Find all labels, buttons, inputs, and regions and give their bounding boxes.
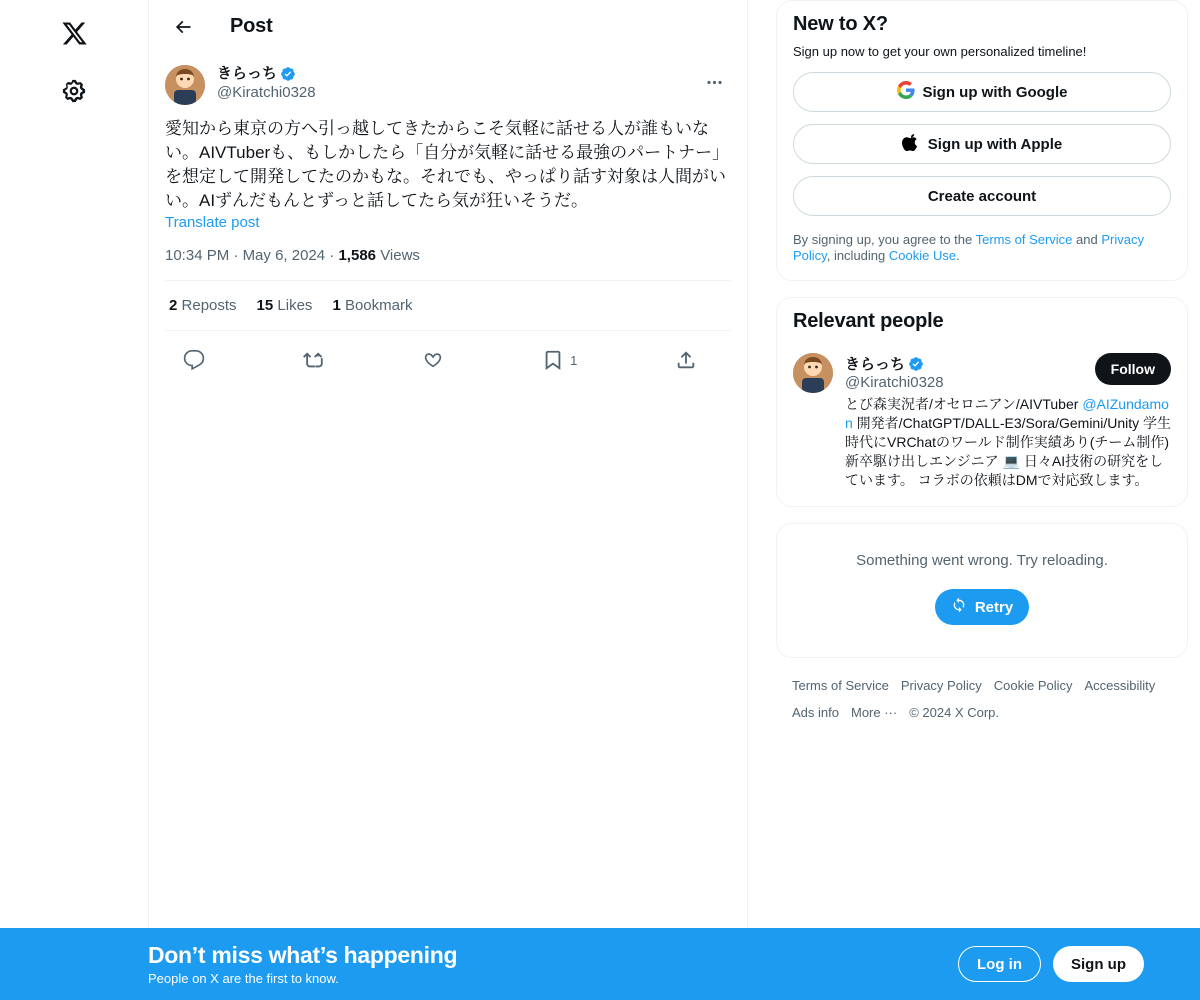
- avatar[interactable]: [165, 65, 205, 105]
- signup-banner: [0, 928, 1200, 1000]
- legal-and: and: [1072, 232, 1102, 247]
- bio-part-2: 開発者/ChatGPT/DALL-E3/Sora/Gemini/Unity 学生時代にVRChatのワールド制作実績あり(チーム制作) 新卒駆け出しエンジニア 💻 日々AI技術の研究をしています。 コラボの依頼はDMで対応致します。: [845, 415, 1171, 488]
- right-sidebar: [748, 0, 1200, 1000]
- post-name-row[interactable]: [217, 65, 697, 84]
- signup-button[interactable]: Sign up: [1053, 946, 1144, 982]
- footer-link-ads-info[interactable]: Ads info: [792, 705, 839, 720]
- post-views-label: Views: [380, 247, 420, 264]
- verified-badge-icon: [908, 356, 924, 372]
- login-button[interactable]: Log in: [958, 946, 1041, 982]
- post-time: 10:34 PM: [165, 247, 230, 264]
- stat-bookmarks-label: Bookmark: [344, 297, 413, 314]
- signup-buttons: [777, 72, 1187, 216]
- footer-links: [776, 674, 1188, 736]
- create-account-button[interactable]: [793, 176, 1171, 216]
- reply-icon[interactable]: [177, 343, 211, 377]
- meta-sep-2: ·: [329, 247, 339, 264]
- relevant-people-title: Relevant people: [793, 310, 944, 332]
- relevant-person-display-name: きらっち: [845, 356, 906, 373]
- post-stats: [165, 281, 731, 330]
- relevant-person-bio: [845, 395, 1171, 490]
- stat-likes-label: Likes: [277, 297, 313, 314]
- banner-title: Don’t miss what’s happening: [148, 942, 458, 968]
- like-icon[interactable]: [416, 343, 450, 377]
- bio-part-1: とび森実況者/オセロニアン/AIVTuber: [845, 396, 1083, 412]
- relevant-person-main: [845, 353, 1171, 490]
- settings-gear-icon[interactable]: [49, 66, 99, 116]
- privacy-policy-link[interactable]: Privacy Policy: [793, 232, 1144, 263]
- error-message: Something went wrong. Try reloading.: [856, 552, 1108, 569]
- relevant-people-card: [776, 297, 1188, 507]
- relevant-person-name-row: [845, 353, 944, 374]
- bookmark-count: 1: [570, 352, 578, 368]
- post-header: [149, 0, 747, 53]
- post-views-count: 1,586: [338, 247, 377, 264]
- verified-badge-icon: [280, 66, 296, 82]
- post-date: May 6, 2024: [242, 247, 326, 264]
- left-sidebar: [0, 0, 148, 1000]
- footer-link-cookie[interactable]: Cookie Policy: [993, 678, 1073, 693]
- stat-reposts-count: 2: [169, 297, 178, 314]
- post-identity: [217, 65, 697, 103]
- terms-of-service-link[interactable]: Terms of Service: [975, 232, 1073, 247]
- stat-bookmarks[interactable]: [332, 297, 412, 314]
- relevant-person-top: [845, 353, 1171, 391]
- signup-card-subtitle: Sign up now to get your own personalized timeline!: [793, 44, 1087, 59]
- x-logo-icon[interactable]: [49, 8, 99, 58]
- signup-card-title: New to X?: [793, 13, 888, 35]
- post-meta: [165, 247, 731, 280]
- share-icon[interactable]: [669, 343, 703, 377]
- post-actions: [165, 331, 731, 389]
- stat-reposts-label: Reposts: [181, 297, 237, 314]
- signup-google-label: Sign up with Google: [922, 83, 1068, 101]
- legal-including: , including: [826, 248, 889, 263]
- page-title: Post: [230, 15, 273, 37]
- post-handle: @Kiratchi0328: [217, 83, 316, 101]
- banner-subtitle: People on X are the first to know.: [148, 971, 339, 986]
- signup-card: [776, 0, 1188, 281]
- meta-sep-1: ·: [233, 247, 243, 264]
- retry-button[interactable]: [935, 589, 1029, 625]
- bookmark-icon[interactable]: [536, 343, 583, 377]
- signup-apple-label: Sign up with Apple: [927, 135, 1063, 153]
- google-icon: [897, 81, 915, 103]
- more-options-icon[interactable]: [697, 65, 731, 99]
- stat-bookmarks-count: 1: [332, 297, 341, 314]
- footer-copyright: © 2024 X Corp.: [909, 705, 999, 720]
- main-column: [148, 0, 748, 1000]
- bio-mention-link[interactable]: @AIZundamon: [845, 396, 1169, 431]
- footer-link-more[interactable]: More ···: [850, 705, 898, 720]
- apple-icon: [902, 133, 920, 155]
- post-text: 愛知から東京の方へ引っ越してきたからこそ気軽に話せる人が誰もいない。AIVTuberも、もしかしたら「自分が気軽に話せる最強のパートナー」を想定して開発してたのかもな。それでも、やっぱり話す対象は人間がいい。AIずんだもんとずっと話してたら気が狂いそうだ。: [165, 119, 730, 210]
- follow-button[interactable]: Follow: [1095, 353, 1171, 385]
- post-author-row: [165, 65, 731, 105]
- stat-reposts[interactable]: [169, 297, 237, 314]
- retry-label: Retry: [974, 598, 1014, 616]
- signup-google-button[interactable]: [793, 72, 1171, 112]
- legal-prefix: By signing up, you agree to the: [793, 232, 976, 247]
- signup-apple-button[interactable]: [793, 124, 1171, 164]
- post-display-name: きらっち: [217, 65, 278, 82]
- create-account-label: Create account: [927, 187, 1037, 205]
- banner-actions: [958, 946, 1144, 982]
- footer-link-terms[interactable]: Terms of Service: [792, 678, 889, 693]
- banner-text: [148, 942, 457, 986]
- back-arrow-icon[interactable]: [166, 10, 200, 44]
- cookie-use-link[interactable]: Cookie Use: [888, 248, 957, 263]
- relevant-person-item: [777, 341, 1187, 506]
- footer-link-privacy[interactable]: Privacy Policy: [900, 678, 982, 693]
- stat-likes[interactable]: [257, 297, 313, 314]
- footer-link-accessibility[interactable]: Accessibility: [1084, 678, 1156, 693]
- legal-suffix: .: [956, 248, 960, 263]
- refresh-icon: [951, 597, 967, 617]
- translate-post-link[interactable]: Translate post: [165, 214, 260, 231]
- relevant-person-handle: @Kiratchi0328: [845, 374, 944, 391]
- stat-likes-count: 15: [256, 297, 274, 314]
- post-detail: [149, 53, 747, 389]
- error-card: [776, 523, 1188, 658]
- relevant-person-names[interactable]: [845, 353, 944, 391]
- relevant-person-avatar[interactable]: [793, 353, 833, 393]
- repost-icon[interactable]: [297, 343, 331, 377]
- signup-legal-text: [777, 216, 1187, 280]
